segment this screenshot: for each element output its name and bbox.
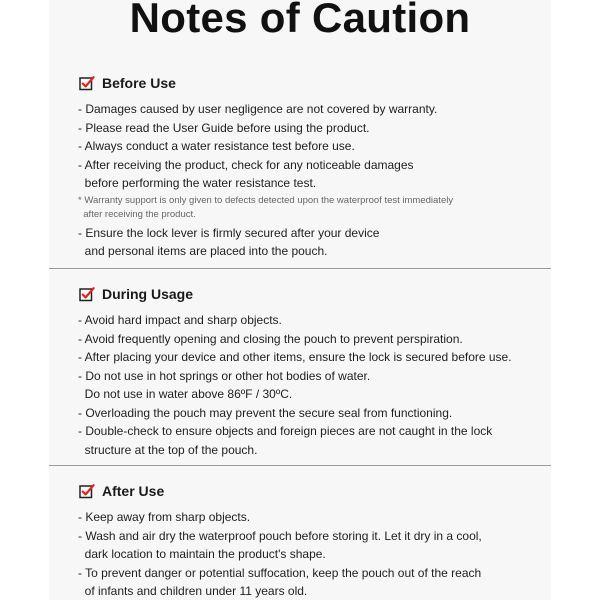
section-title: During Usage [102,286,194,302]
section-header [78,284,538,304]
section-during-usage [78,284,538,459]
section-header [78,481,538,501]
checkbox-checked-icon [79,75,95,91]
list-item: - Please read the User Guide before using the product. [78,120,370,135]
checkbox-checked-icon [79,286,95,302]
list-item: - Overloading the pouch may prevent the secure seal from functioning. [78,405,453,420]
list-item: - Wash and air dry the waterproof pouch before storing it. Let it dry in a cool, dark location to maintain the product's shape. [78,528,482,561]
list-item: - Damages caused by user negligence are not covered by warranty. [78,102,438,116]
section-header [78,73,538,93]
list-item: - Avoid hard impact and sharp objects. [78,313,282,327]
section-divider [49,268,551,269]
section-divider [49,465,551,466]
warranty-note: * Warranty support is only given to defects detected upon the waterproof test immediately after receiving the product. [78,194,454,220]
page-title: Notes of Caution [129,0,471,41]
list-item: - After receiving the product, check for any noticeable damages before performing the water resistance test. [78,157,414,190]
section-before-use [78,73,538,261]
caution-list [78,100,538,261]
caution-list [78,311,538,459]
list-item: - To prevent danger or potential suffocation, keep the pouch out of the reach of infants and children under 11 years old. [78,565,482,598]
caution-list [78,508,538,600]
section-title: After Use [102,483,165,499]
list-item: - Ensure the lock lever is firmly secured after your device and personal items are placed into the pouch. [78,225,380,258]
list-item: - Always conduct a water resistance test before use. [78,139,355,153]
list-item: - Double-check to ensure objects and foreign pieces are not caught in the lock structure at the top of the pouch. [78,424,493,457]
checkbox-checked-icon [79,483,95,499]
section-title: Before Use [102,75,176,91]
list-item: - Keep away from sharp objects. [78,510,251,524]
list-item: - Do not use in hot springs or other hot bodies of water. Do not use in water above 86ºF / 30ºC. [78,368,371,401]
section-after-use [78,481,538,600]
list-item: - After placing your device and other items, ensure the lock is secured before use. [78,350,512,364]
list-item: - Avoid frequently opening and closing the pouch to prevent perspiration. [78,331,463,346]
